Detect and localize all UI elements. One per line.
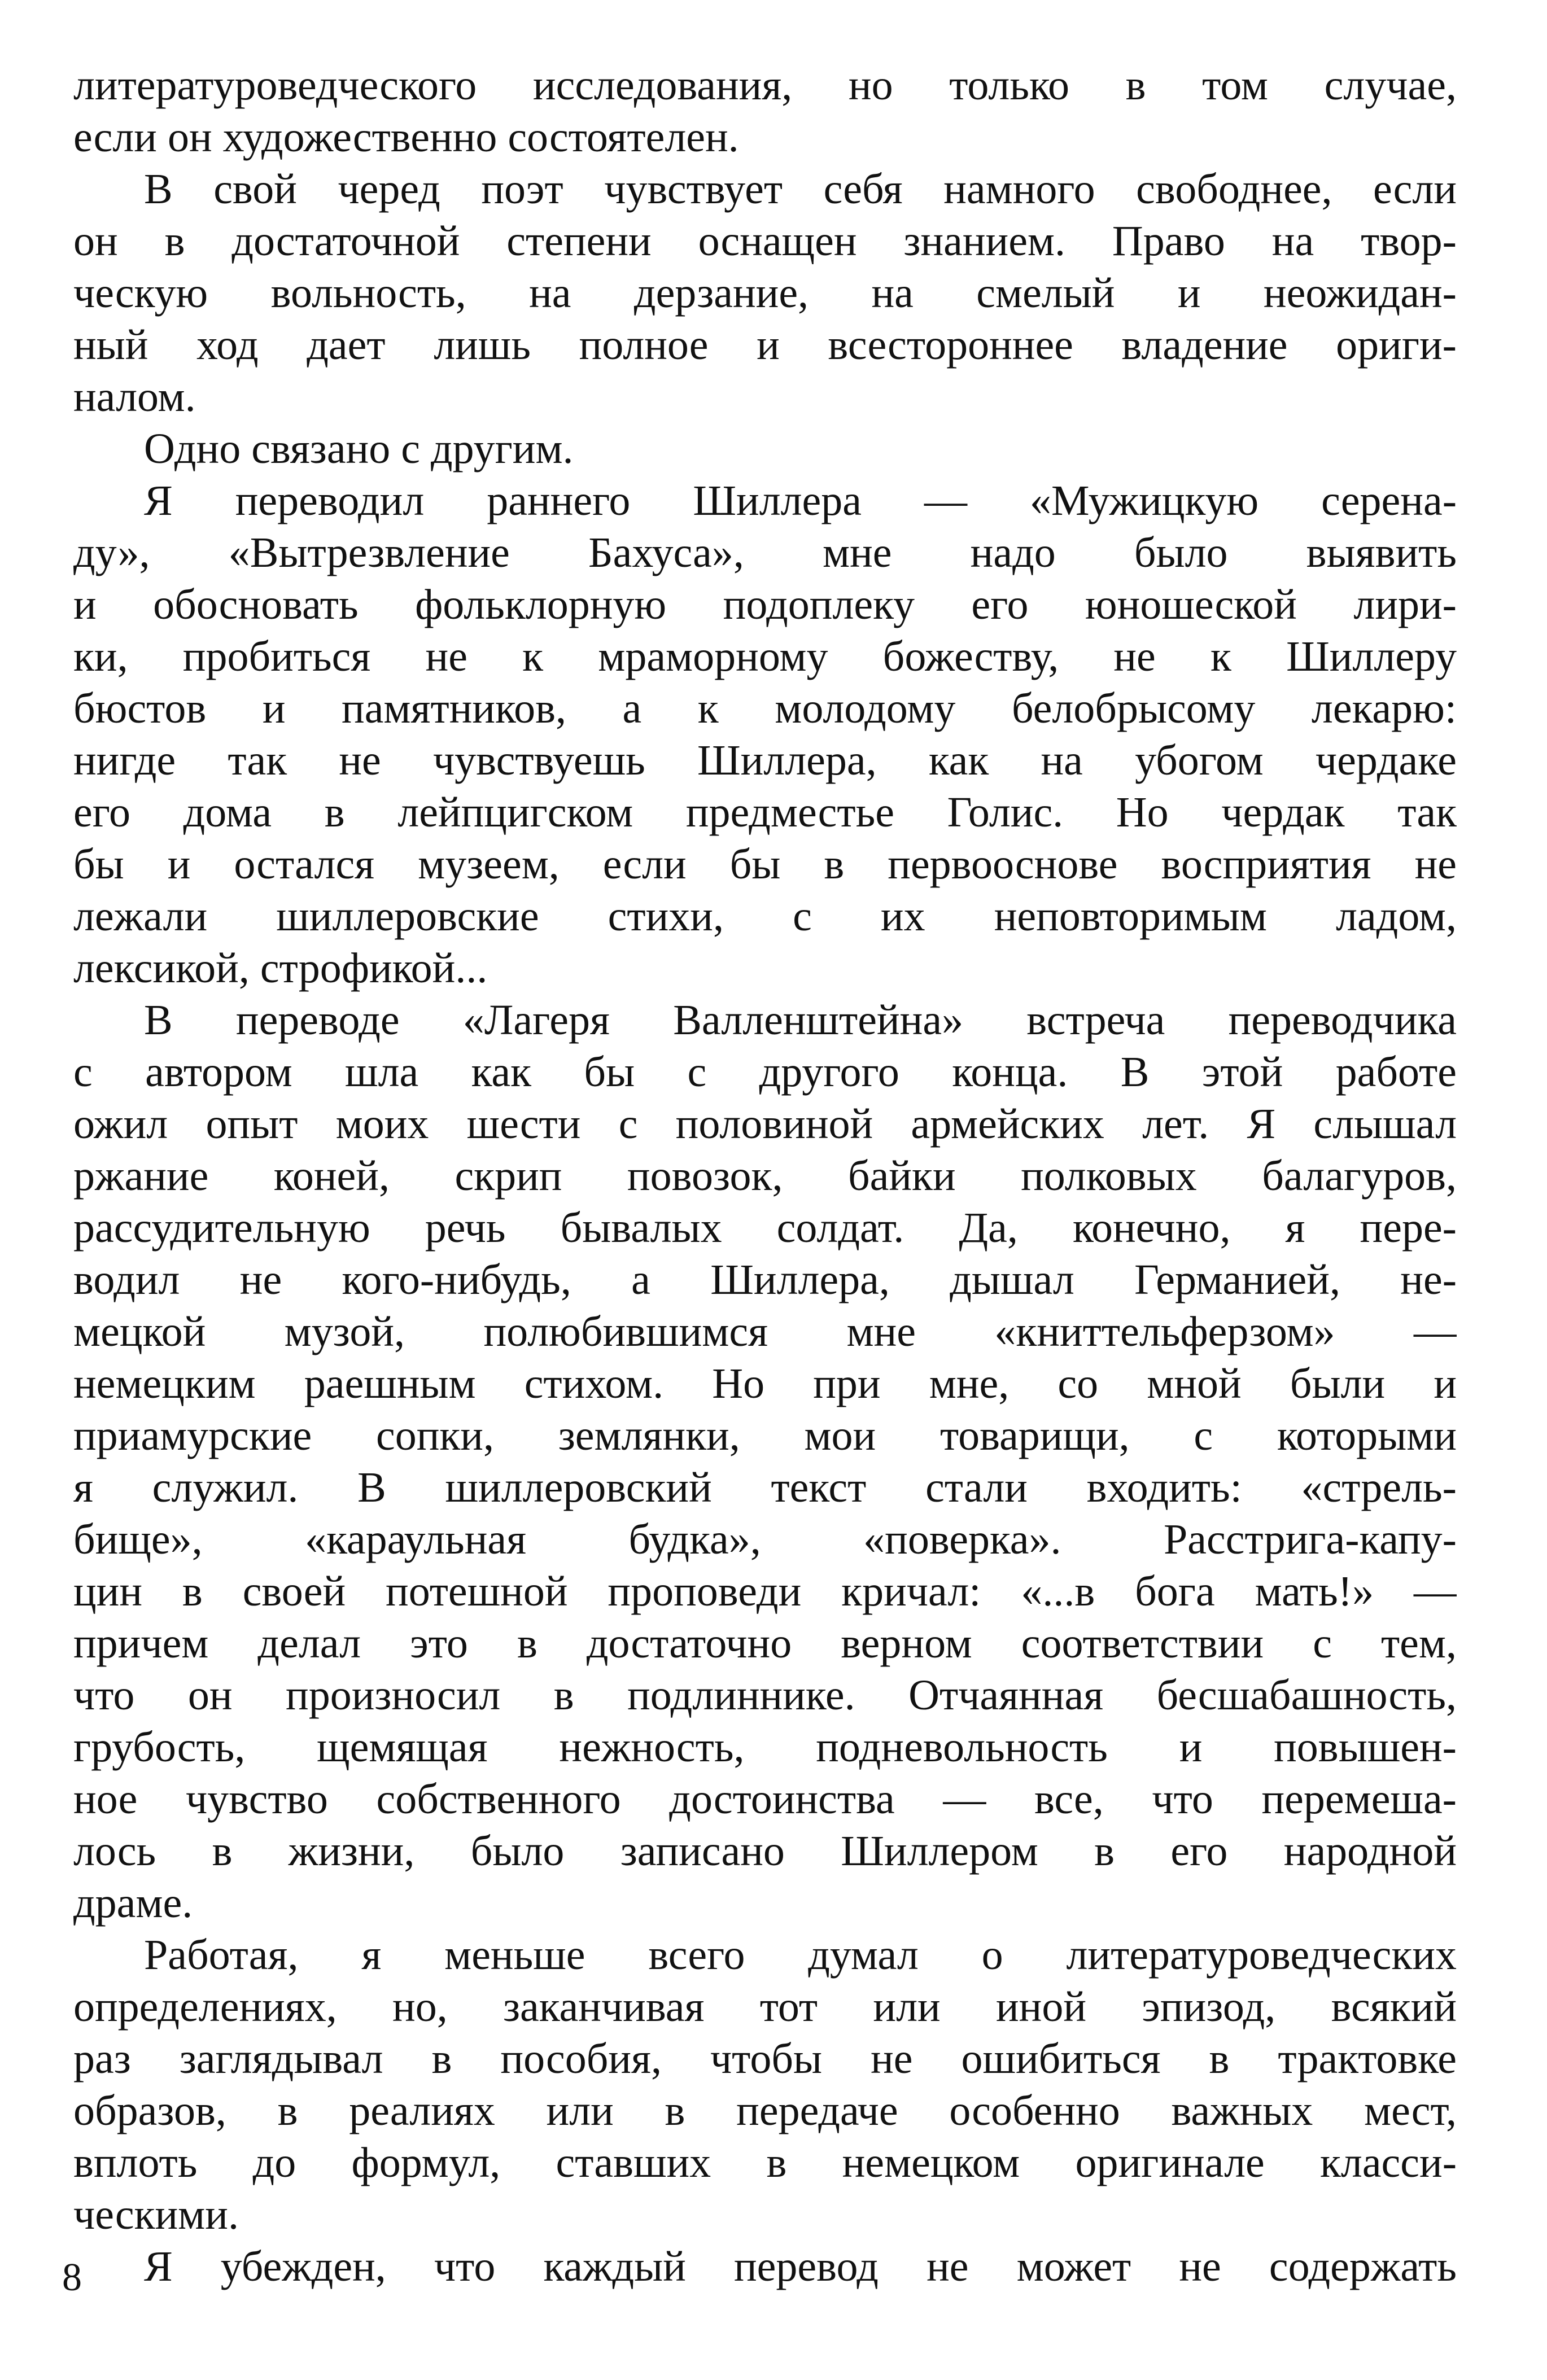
text-line: лежали шиллеровские стихи, с их неповторимым ладом, — [73, 893, 1457, 940]
text-line: В свой черед поэт чувствует себя намного свободнее, если — [144, 165, 1457, 213]
text-line: он в достаточной степени оснащен знанием. Право на твор- — [73, 217, 1457, 265]
text-line: цин в своей потешной проповеди кричал: «...в бога мать!» — — [73, 1568, 1457, 1615]
body-text — [73, 59, 1457, 2292]
text-line: бюстов и памятников, а к молодому белобрысому лекарю: — [73, 685, 1457, 732]
text-line: ожил опыт моих шести с половиной армейских лет. Я слышал — [73, 1100, 1457, 1148]
paragraph — [73, 59, 1457, 163]
text-line: Я переводил раннего Шиллера — «Мужицкую серена- — [144, 477, 1457, 524]
paragraph — [73, 1929, 1457, 2241]
paragraph — [73, 994, 1457, 1929]
text-line: если он художественно состоятелен. — [73, 113, 739, 161]
text-line: ду», «Вытрезвление Бахуса», мне надо было выявить — [73, 529, 1457, 576]
paragraph — [73, 475, 1457, 994]
text-line: нигде так не чувствуешь Шиллера, как на убогом чердаке — [73, 737, 1457, 784]
text-line: раз заглядывал в пособия, чтобы не ошибиться в трактовке — [73, 2035, 1457, 2082]
paragraph — [73, 423, 1457, 475]
text-line: что он произносил в подлиннике. Отчаянная бесшабашность, — [73, 1672, 1457, 1719]
text-line: ное чувство собственного достоинства — все, что перемеша- — [73, 1775, 1457, 1823]
text-line: Я убежден, что каждый перевод не может не содержать — [144, 2243, 1457, 2290]
text-line: определениях, но, заканчивая тот или иной эпизод, всякий — [73, 1983, 1457, 2031]
text-line: с автором шла как бы с другого конца. В этой работе — [73, 1048, 1457, 1096]
text-line: водил не кого-нибудь, а Шиллера, дышал Германией, не- — [73, 1256, 1457, 1303]
text-line: бы и остался музеем, если бы в первооснове восприятия не — [73, 841, 1457, 888]
text-line: бище», «караульная будка», «поверка». Расстрига-капу- — [73, 1516, 1457, 1563]
text-line: приамурские сопки, землянки, мои товарищи, с которыми — [73, 1412, 1457, 1459]
text-line: ржание коней, скрип повозок, байки полковых балагуров, — [73, 1152, 1457, 1200]
text-line: я служил. В шиллеровский текст стали входить: «стрель- — [73, 1464, 1457, 1511]
paragraph — [73, 163, 1457, 423]
text-line: вплоть до формул, ставших в немецком оригинале класси- — [73, 2139, 1457, 2186]
text-line: литературоведческого исследования, но только в том случае, — [73, 62, 1457, 109]
text-line: лексикой, строфикой... — [73, 944, 488, 992]
text-line: причем делал это в достаточно верном соответствии с тем, — [73, 1620, 1457, 1667]
text-line: немецким раешным стихом. Но при мне, со мной были и — [73, 1360, 1457, 1407]
text-line: ческую вольность, на дерзание, на смелый и неожидан- — [73, 269, 1457, 317]
text-line: ки, пробиться не к мраморному божеству, не к Шиллеру — [73, 633, 1457, 680]
text-line: образов, в реалиях или в передаче особенно важных мест, — [73, 2087, 1457, 2134]
text-line: рассудительную речь бывалых солдат. Да, конечно, я пере- — [73, 1204, 1457, 1252]
text-line: лось в жизни, было записано Шиллером в его народной — [73, 1827, 1457, 1875]
text-line: Одно связано с другим. — [144, 425, 574, 473]
text-line: Работая, я меньше всего думал о литературоведческих — [144, 1931, 1457, 1979]
text-line: ческими. — [73, 2191, 239, 2238]
text-line: ный ход дает лишь полное и всестороннее владение ориги- — [73, 321, 1457, 369]
text-line: В переводе «Лагеря Валленштейна» встреча переводчика — [144, 996, 1457, 1044]
text-line: мецкой музой, полюбившимся мне «книттельферзом» — — [73, 1308, 1457, 1355]
text-line: налом. — [73, 373, 196, 421]
paragraph — [73, 2241, 1457, 2292]
text-line: грубость, щемящая нежность, подневольность и повышен- — [73, 1723, 1457, 1771]
page-number: 8 — [62, 2256, 82, 2299]
text-line: драме. — [73, 1879, 193, 1927]
text-line: его дома в лейпцигском предместье Голис. Но чердак так — [73, 789, 1457, 836]
text-line: и обосновать фольклорную подоплеку его юношеской лири- — [73, 581, 1457, 628]
